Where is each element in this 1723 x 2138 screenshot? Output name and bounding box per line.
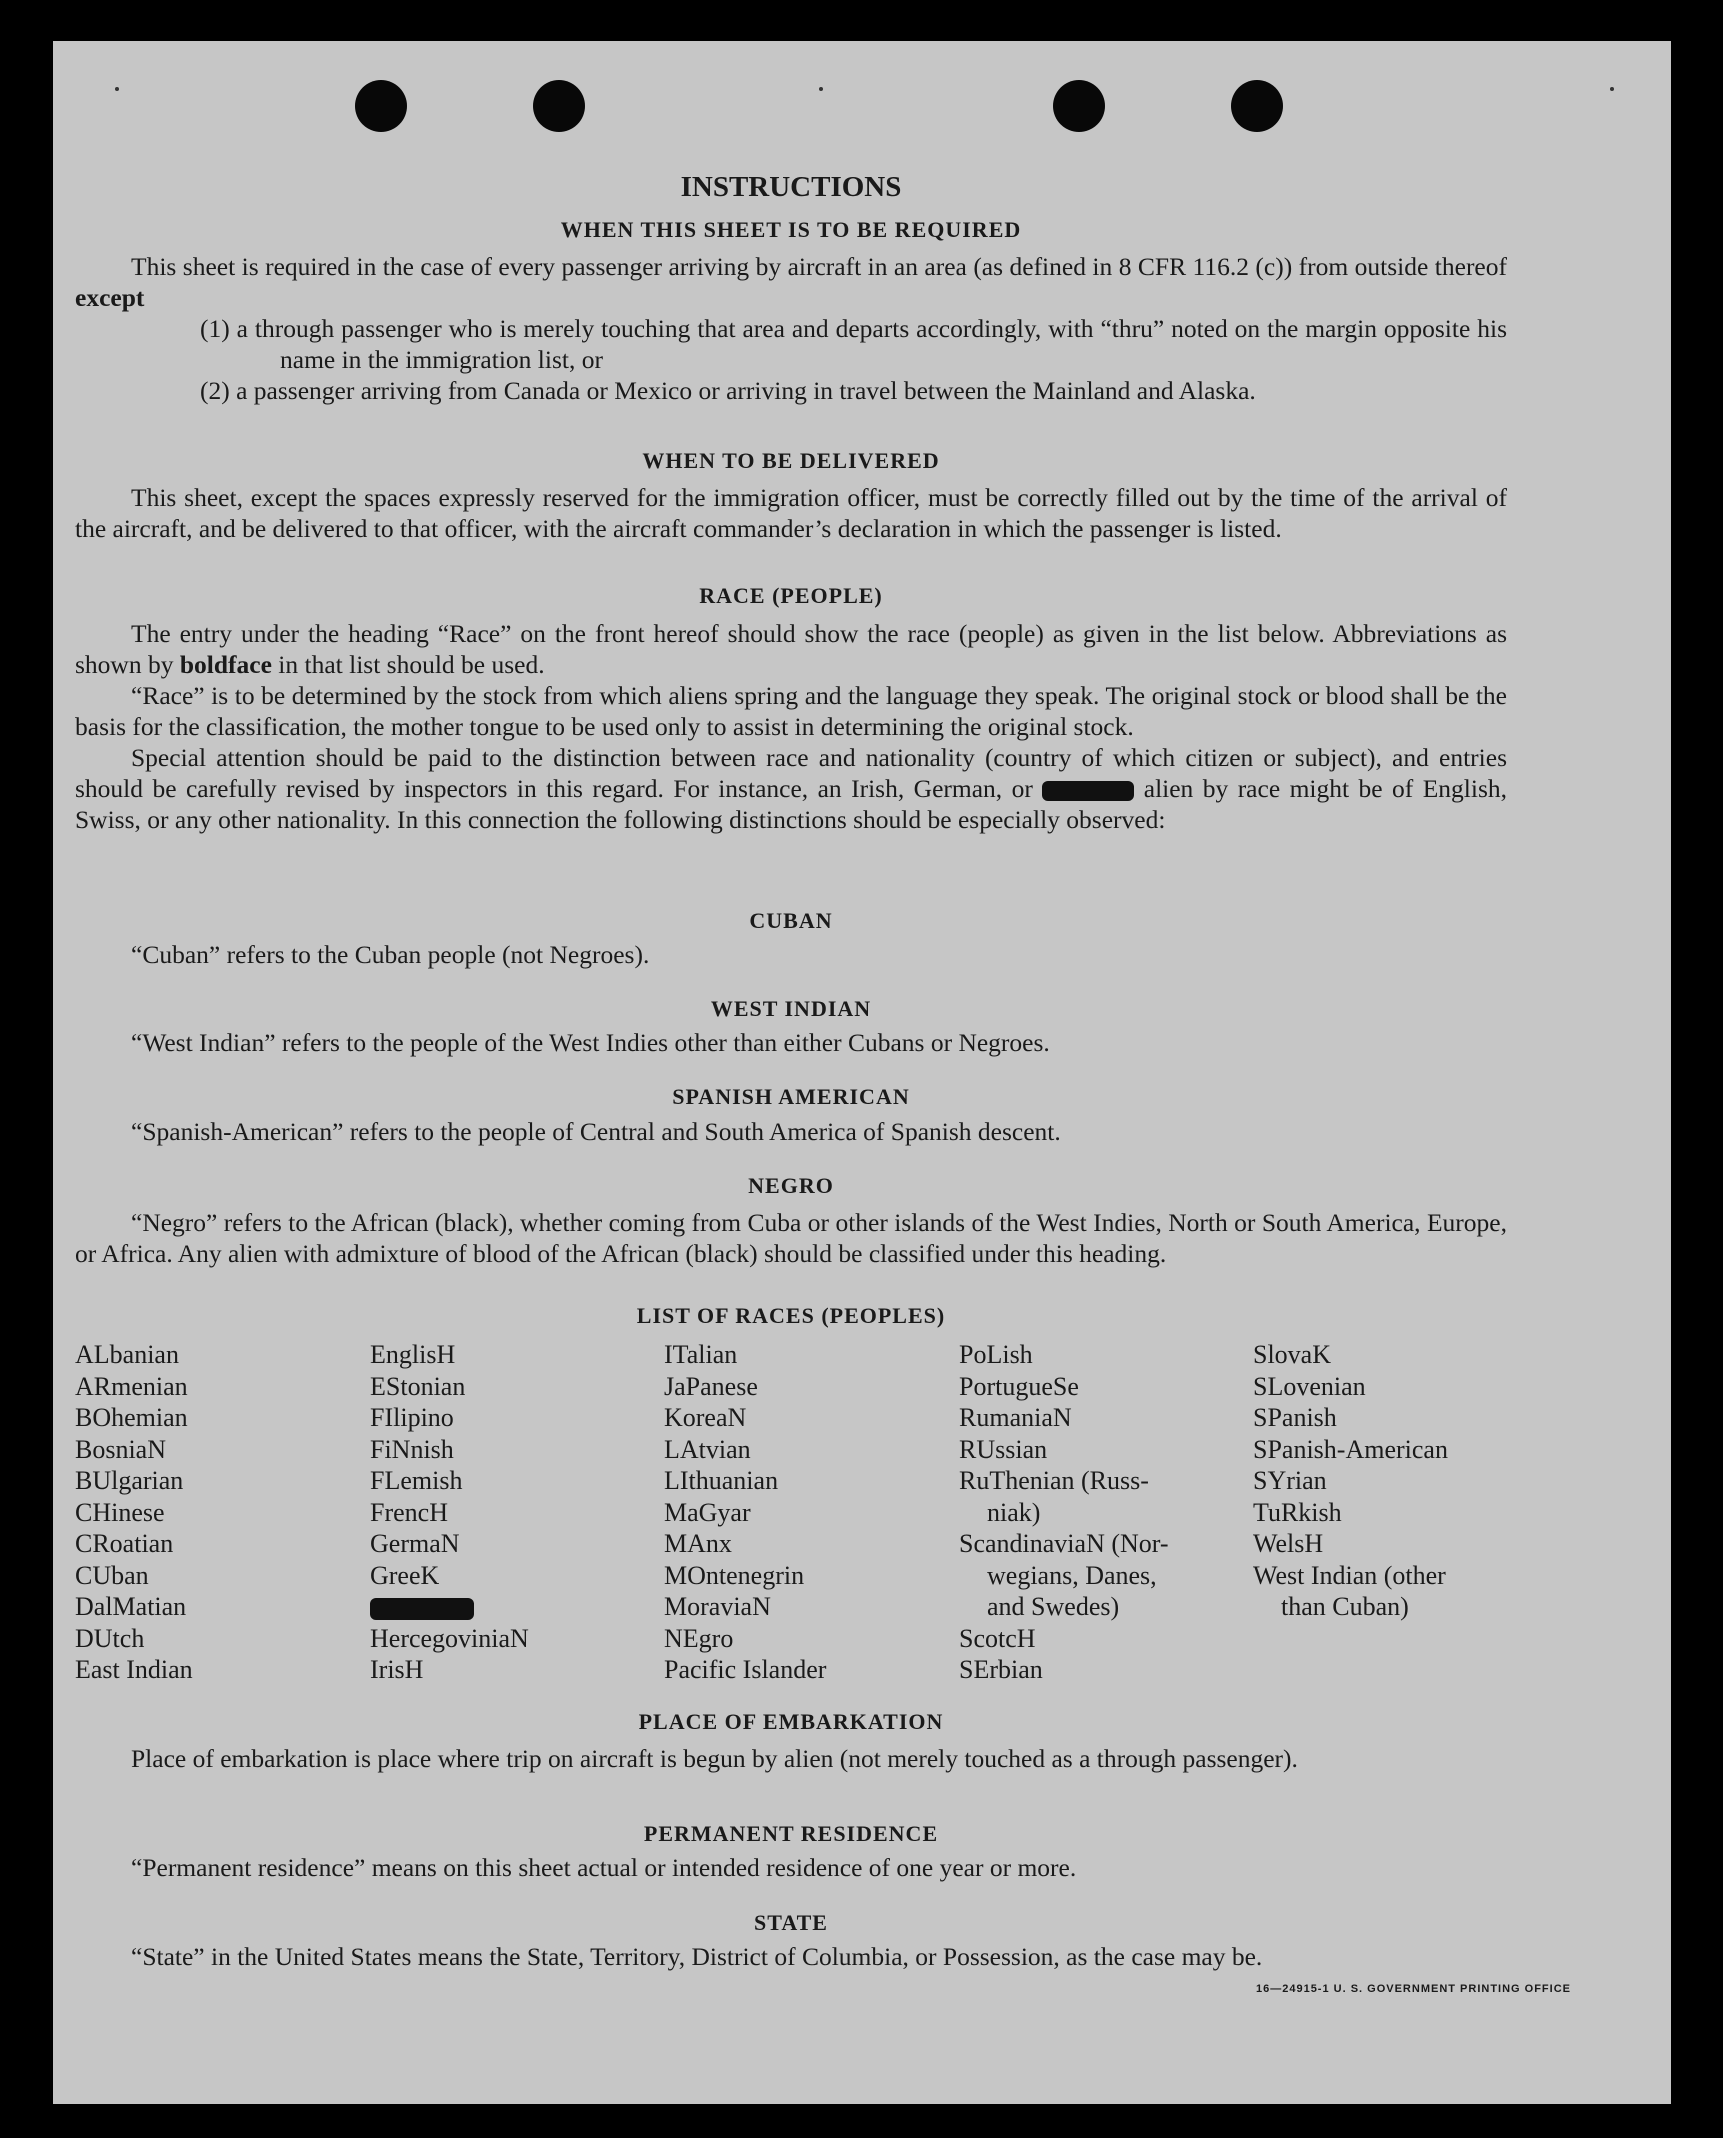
west-indian-text: “West Indian” refers to the people of the West Indies other than either Cubans or Negroes. xyxy=(131,1028,1050,1057)
race-item: ITalian xyxy=(664,1340,738,1369)
race-paragraph-3: Special attention should be paid to the distinction between race and nationality (country of which citizen or subject), and entries should be carefully revised by inspectors in this regard. For instance, an Irish, German, or alien by race might be of English, Swiss, or any other nationality. In this connection the following distinctions should be especially observed: xyxy=(75,743,1508,834)
race-item: CUban xyxy=(75,1560,149,1590)
redaction-mark xyxy=(1042,781,1134,801)
race-item: FiNnish xyxy=(370,1434,454,1464)
race-item: MAnx xyxy=(664,1529,732,1558)
race-item: SLovenian xyxy=(1253,1371,1366,1401)
race-item: NEgro xyxy=(664,1623,734,1653)
race-paragraph-2: “Race” is to be determined by the stock from which aliens spring and the language they speak. The original stock or blood shall be the basis for the classification, the mother tongue to be used only to assist in determining the original stock. xyxy=(75,681,1507,741)
when-required-intro: This sheet is required in the case of every passenger arriving by aircraft in an area (as defined in 8 CFR 116.2 (c)) from outside thereof except xyxy=(75,252,1507,312)
race-item: WelsH xyxy=(1253,1529,1324,1558)
race-item: ScotcH xyxy=(959,1623,1036,1653)
race-item: IrisH xyxy=(370,1655,424,1684)
race-item: than Cuban) xyxy=(1281,1592,1409,1621)
printing-office-footer: 16—24915-1 U. S. GOVERNMENT PRINTING OFFICE xyxy=(1255,1983,1571,1995)
race-item: SlovaK xyxy=(1253,1340,1331,1369)
race-item: and Swedes) xyxy=(987,1592,1120,1621)
negro-text: “Negro” refers to the African (black), whether coming from Cuba or other islands of the West Indies, North or South America, Europe, or Africa. Any alien with admixture of blood of the African (black) should be classified under this heading. xyxy=(75,1208,1507,1268)
punch-hole xyxy=(1053,80,1105,132)
race-item: PortugueSe xyxy=(959,1371,1079,1401)
race-item: RumaniaN xyxy=(959,1403,1072,1432)
race-item: ALbanian xyxy=(75,1340,179,1369)
race-item: SYrian xyxy=(1253,1466,1327,1495)
race-column-1 xyxy=(75,1339,193,1686)
race-item: West Indian (other xyxy=(1253,1560,1446,1590)
heading-cuban: CUBAN xyxy=(749,908,833,933)
race-item: BOhemian xyxy=(75,1403,188,1432)
race-item: DUtch xyxy=(75,1623,145,1653)
race-item: HercegoviniaN xyxy=(370,1623,529,1653)
when-delivered-text: This sheet, except the spaces expressly reserved for the immigration officer, must be correctly filled out by the time of the arrival of the aircraft, and be delivered to that officer, with the aircraft commander’s declaration in which the passenger is listed. xyxy=(75,483,1507,543)
race-item: ScandinaviaN (Nor- xyxy=(959,1529,1169,1558)
race-item: MaGyar xyxy=(664,1497,751,1527)
spanish-american-text: “Spanish-American” refers to the people of Central and South America of Spanish descent. xyxy=(131,1117,1061,1146)
race-item: JaPanese xyxy=(664,1371,758,1401)
race-item: SPanish xyxy=(1253,1403,1337,1432)
heading-state: STATE xyxy=(754,1910,828,1935)
race-item: BUlgarian xyxy=(75,1466,184,1495)
when-required-item-2: (2) a passenger arriving from Canada or Mexico or arriving in travel between the Mainland and Alaska. xyxy=(200,376,1256,405)
heading-when-delivered: WHEN TO BE DELIVERED xyxy=(642,448,940,473)
punch-hole xyxy=(533,80,585,132)
race-paragraph-1: The entry under the heading “Race” on the front hereof should show the race (people) as given in the list below. Abbreviations as shown by boldface in that list should be used. xyxy=(75,619,1507,679)
heading-when-required: WHEN THIS SHEET IS TO BE REQUIRED xyxy=(560,217,1022,242)
race-column-5 xyxy=(1253,1339,1448,1623)
race-item: EStonian xyxy=(370,1371,466,1401)
race-item: FIlipino xyxy=(370,1403,454,1432)
race-item: FLemish xyxy=(370,1466,463,1495)
race-item: SPanish-American xyxy=(1253,1434,1448,1464)
race-item: CHinese xyxy=(75,1497,165,1527)
heading-west-indian: WEST INDIAN xyxy=(710,996,872,1021)
race-item: MOntenegrin xyxy=(664,1560,805,1590)
heading-spanish-american: SPANISH AMERICAN xyxy=(672,1084,910,1109)
heading-permanent-residence: PERMANENT RESIDENCE xyxy=(643,1821,939,1846)
embarkation-text: Place of embarkation is place where trip on aircraft is begun by alien (not merely touched as a through passenger). xyxy=(131,1744,1298,1773)
race-item: GreeK xyxy=(370,1560,440,1590)
race-item-redacted xyxy=(370,1591,529,1623)
race-column-4 xyxy=(959,1339,1169,1686)
speck xyxy=(1610,87,1614,91)
race-item: PoLish xyxy=(959,1340,1033,1369)
race-item: KoreaN xyxy=(664,1403,747,1432)
race-item: ARmenian xyxy=(75,1371,188,1401)
race-item: wegians, Danes, xyxy=(987,1560,1157,1590)
punch-hole xyxy=(355,80,407,132)
race-item: BosniaN xyxy=(75,1434,166,1464)
race-item: East Indian xyxy=(75,1655,193,1684)
race-item: EnglisH xyxy=(370,1340,456,1369)
race-item: RuThenian (Russ- xyxy=(959,1466,1149,1495)
race-column-3 xyxy=(664,1339,826,1686)
race-item: niak) xyxy=(987,1497,1041,1527)
when-required-item-1: (1) a through passenger who is merely touching that area and departs accordingly, with “thru” noted on the margin opposite his name in the immigration list, or xyxy=(200,314,1507,374)
race-column-2 xyxy=(370,1339,529,1686)
race-item: LAtvian xyxy=(664,1434,751,1464)
heading-embarkation: PLACE OF EMBARKATION xyxy=(638,1709,944,1734)
race-item: RUssian xyxy=(959,1434,1048,1464)
race-item: GermaN xyxy=(370,1529,460,1558)
cuban-text: “Cuban” refers to the Cuban people (not Negroes). xyxy=(131,940,650,969)
race-item: DalMatian xyxy=(75,1592,187,1621)
residence-text: “Permanent residence” means on this sheet actual or intended residence of one year or more. xyxy=(131,1853,1077,1882)
speck xyxy=(819,87,823,91)
heading-list-of-races: LIST OF RACES (PEOPLES) xyxy=(636,1303,946,1328)
state-text: “State” in the United States means the State, Territory, District of Columbia, or Possession, as the case may be. xyxy=(131,1942,1263,1971)
race-item: FrencH xyxy=(370,1497,448,1527)
race-item: TuRkish xyxy=(1253,1497,1342,1527)
speck xyxy=(115,87,119,91)
race-item: CRoatian xyxy=(75,1529,174,1558)
document-sheet xyxy=(53,41,1671,2104)
redaction-mark xyxy=(370,1598,474,1620)
race-item: MoraviaN xyxy=(664,1592,771,1621)
heading-race: RACE (PEOPLE) xyxy=(699,583,883,608)
page-title: INSTRUCTIONS xyxy=(680,171,902,203)
punch-hole xyxy=(1231,80,1283,132)
race-item: Pacific Islander xyxy=(664,1655,827,1684)
race-item: LIthuanian xyxy=(664,1466,779,1495)
heading-negro: NEGRO xyxy=(748,1173,834,1198)
race-item: SErbian xyxy=(959,1655,1043,1684)
